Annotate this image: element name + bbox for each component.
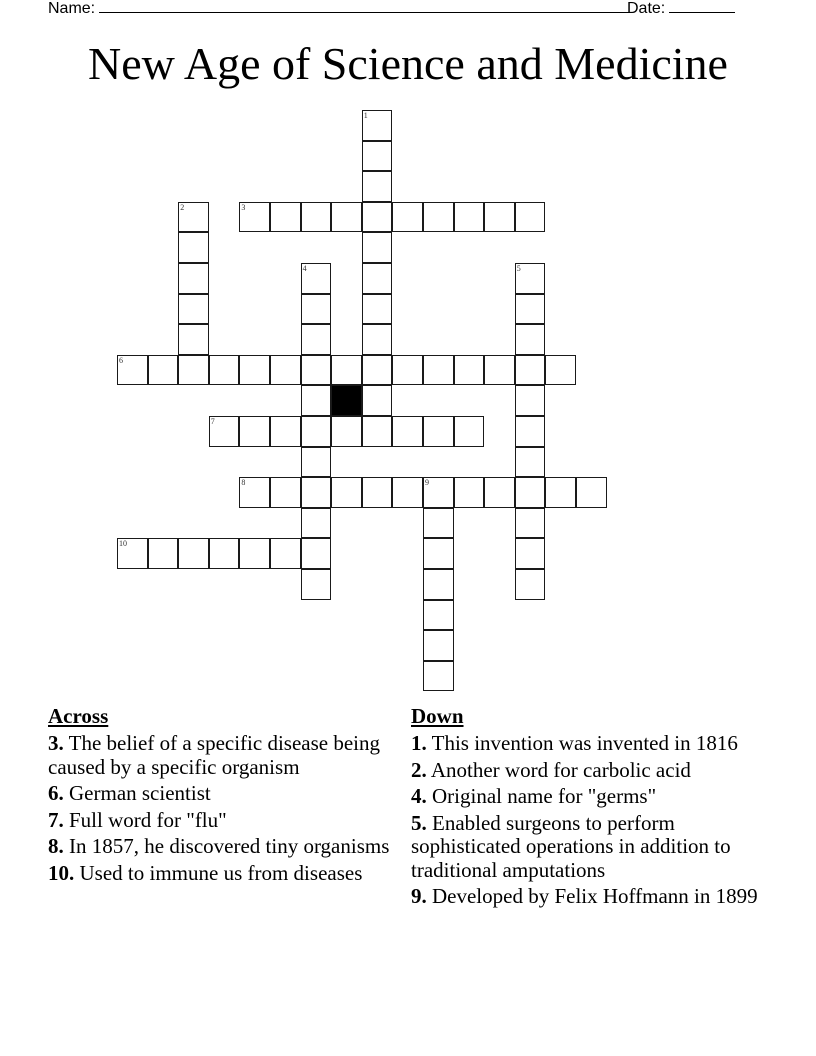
grid-cell[interactable] — [178, 232, 209, 263]
clue-text: This invention was invented in 1816 — [431, 731, 738, 755]
grid-cell[interactable] — [270, 416, 301, 447]
clue-across-10 — [48, 862, 403, 886]
grid-cell[interactable] — [515, 447, 546, 478]
grid-cell[interactable] — [515, 416, 546, 447]
clue-text: Full word for "flu" — [69, 807, 227, 832]
down-clues — [411, 703, 771, 912]
clue-number-label: 1 — [363, 111, 368, 120]
grid-cell[interactable] — [239, 538, 270, 569]
clue-across-6 — [48, 782, 403, 806]
clue-number-label: 5 — [516, 264, 521, 273]
grid-cell[interactable] — [178, 294, 209, 325]
grid-cell[interactable] — [270, 477, 301, 508]
grid-cell[interactable] — [362, 232, 393, 263]
grid-cell[interactable] — [239, 202, 270, 233]
clue-number: 7. — [48, 807, 64, 832]
grid-cell[interactable] — [178, 263, 209, 294]
date-field[interactable] — [627, 0, 735, 18]
clue-across-7 — [48, 809, 403, 833]
grid-cell[interactable] — [423, 416, 454, 447]
clue-number: 4. — [411, 784, 427, 808]
grid-cell[interactable] — [178, 324, 209, 355]
clue-number-label: 8 — [241, 478, 246, 488]
down-heading: Down — [411, 704, 464, 728]
grid-cell[interactable] — [515, 538, 546, 569]
grid-cell[interactable] — [301, 385, 332, 416]
grid-cell[interactable] — [209, 538, 240, 569]
clue-down-2 — [411, 759, 771, 783]
clue-number: 1. — [411, 731, 427, 755]
grid-cell[interactable] — [423, 569, 454, 600]
grid-cell[interactable] — [362, 141, 393, 172]
grid-cell[interactable] — [576, 477, 607, 508]
grid-cell[interactable] — [239, 355, 270, 386]
grid-cell[interactable] — [301, 508, 332, 539]
grid-cell[interactable] — [484, 355, 515, 386]
clue-number-label: 3 — [241, 202, 246, 212]
grid-cell[interactable] — [515, 294, 546, 325]
grid-cell[interactable] — [392, 355, 423, 386]
grid-cell[interactable] — [301, 416, 332, 447]
grid-cell[interactable] — [423, 508, 454, 539]
grid-cell[interactable] — [423, 202, 454, 233]
grid-cell[interactable] — [423, 355, 454, 386]
grid-cell[interactable] — [362, 324, 393, 355]
grid-cell[interactable] — [362, 263, 393, 294]
clue-down-9 — [411, 885, 771, 909]
clue-down-5 — [411, 812, 771, 883]
grid-cell[interactable] — [484, 202, 515, 233]
clue-down-4 — [411, 785, 771, 809]
grid-cell[interactable] — [362, 385, 393, 416]
name-field[interactable] — [48, 0, 631, 18]
clue-across-8 — [48, 835, 403, 859]
grid-cell[interactable] — [117, 538, 148, 569]
grid-cell[interactable] — [209, 355, 240, 386]
grid-cell[interactable] — [148, 355, 179, 386]
page-title: New Age of Science and Medicine — [88, 38, 728, 89]
clue-number-label: 7 — [210, 417, 215, 426]
grid-cell[interactable] — [178, 538, 209, 569]
grid-cell[interactable] — [270, 202, 301, 233]
grid-cell[interactable] — [362, 477, 393, 508]
clue-number-label: 2 — [180, 202, 185, 212]
clue-text: In 1857, he discovered tiny organisms — [69, 834, 390, 858]
clue-text: Original name for "germs" — [432, 784, 657, 808]
clue-text: Another word for carbolic acid — [430, 757, 691, 782]
clue-number: 6. — [48, 781, 64, 805]
grid-cell[interactable] — [392, 202, 423, 233]
clue-across-3 — [48, 732, 403, 779]
grid-cell[interactable] — [362, 294, 393, 325]
grid-cell[interactable] — [545, 477, 576, 508]
clue-text: Developed by Felix Hoffmann in 1899 — [432, 884, 758, 908]
grid-cell[interactable] — [301, 538, 332, 569]
clue-text: Enabled surgeons to perform sophisticated operations in addition to traditional amputations — [411, 810, 731, 882]
grid-cell[interactable] — [178, 202, 209, 233]
date-label: Date: — [627, 0, 666, 17]
grid-cell[interactable] — [301, 263, 332, 294]
grid-cell[interactable] — [301, 324, 332, 355]
grid-cell[interactable] — [392, 416, 423, 447]
grid-cell[interactable] — [117, 355, 148, 386]
across-clues — [48, 703, 403, 888]
across-heading: Across — [48, 704, 109, 728]
clue-number: 8. — [48, 834, 64, 858]
grid-cell[interactable] — [515, 385, 546, 416]
grid-cell[interactable] — [515, 263, 546, 294]
clue-number: 9. — [411, 884, 427, 908]
grid-cell[interactable] — [362, 416, 393, 447]
clue-down-1 — [411, 732, 771, 756]
grid-cell[interactable] — [270, 355, 301, 386]
grid-cell[interactable] — [301, 569, 332, 600]
grid-cell[interactable] — [515, 508, 546, 539]
crossword-grid — [117, 110, 607, 692]
date-blank-line[interactable] — [669, 0, 735, 13]
grid-cell[interactable] — [423, 661, 454, 692]
grid-cell[interactable] — [362, 355, 393, 386]
grid-cell[interactable] — [301, 294, 332, 325]
grid-cell[interactable] — [392, 477, 423, 508]
grid-cell[interactable] — [515, 355, 546, 386]
clue-number-label: 4 — [302, 264, 307, 273]
grid-cell[interactable] — [454, 416, 485, 447]
grid-cell[interactable] — [515, 202, 546, 233]
grid-cell[interactable] — [331, 202, 362, 233]
grid-cell[interactable] — [270, 538, 301, 569]
grid-cell[interactable] — [301, 202, 332, 233]
clue-text: German scientist — [69, 781, 211, 805]
clue-number-label: 9 — [425, 478, 429, 488]
grid-cell[interactable] — [362, 171, 393, 202]
grid-cell[interactable] — [515, 569, 546, 600]
grid-cell[interactable] — [301, 355, 332, 386]
clue-number: 2. — [411, 757, 427, 782]
grid-cell[interactable] — [454, 202, 485, 233]
black-cell — [331, 385, 362, 416]
grid-cell[interactable] — [239, 416, 270, 447]
grid-cell[interactable] — [423, 600, 454, 631]
name-label: Name: — [48, 0, 96, 17]
grid-cell[interactable] — [423, 538, 454, 569]
grid-cell[interactable] — [484, 477, 515, 508]
name-blank-line[interactable] — [99, 0, 631, 13]
clue-number-label: 6 — [119, 355, 123, 365]
clue-number: 3. — [48, 731, 64, 755]
grid-cell[interactable] — [362, 110, 393, 141]
grid-cell[interactable] — [515, 477, 546, 508]
clue-number-label: 10 — [119, 539, 127, 549]
grid-cell[interactable] — [331, 477, 362, 508]
clue-text: The belief of a specific disease being caused by a specific organism — [48, 731, 380, 779]
grid-cell[interactable] — [301, 447, 332, 478]
grid-cell[interactable] — [423, 630, 454, 661]
grid-cell[interactable] — [362, 202, 393, 233]
grid-cell[interactable] — [178, 355, 209, 386]
grid-cell[interactable] — [301, 477, 332, 508]
grid-cell[interactable] — [331, 416, 362, 447]
grid-cell[interactable] — [331, 355, 362, 386]
clue-text: Used to immune us from diseases — [79, 860, 363, 885]
grid-cell[interactable] — [545, 355, 576, 386]
grid-cell[interactable] — [423, 477, 454, 508]
clue-number: 10. — [48, 860, 75, 885]
clue-number: 5. — [411, 810, 427, 835]
grid-cell[interactable] — [454, 355, 485, 386]
grid-cell[interactable] — [454, 477, 485, 508]
grid-cell[interactable] — [148, 538, 179, 569]
grid-cell[interactable] — [515, 324, 546, 355]
grid-cell[interactable] — [209, 416, 240, 447]
grid-cell[interactable] — [239, 477, 270, 508]
